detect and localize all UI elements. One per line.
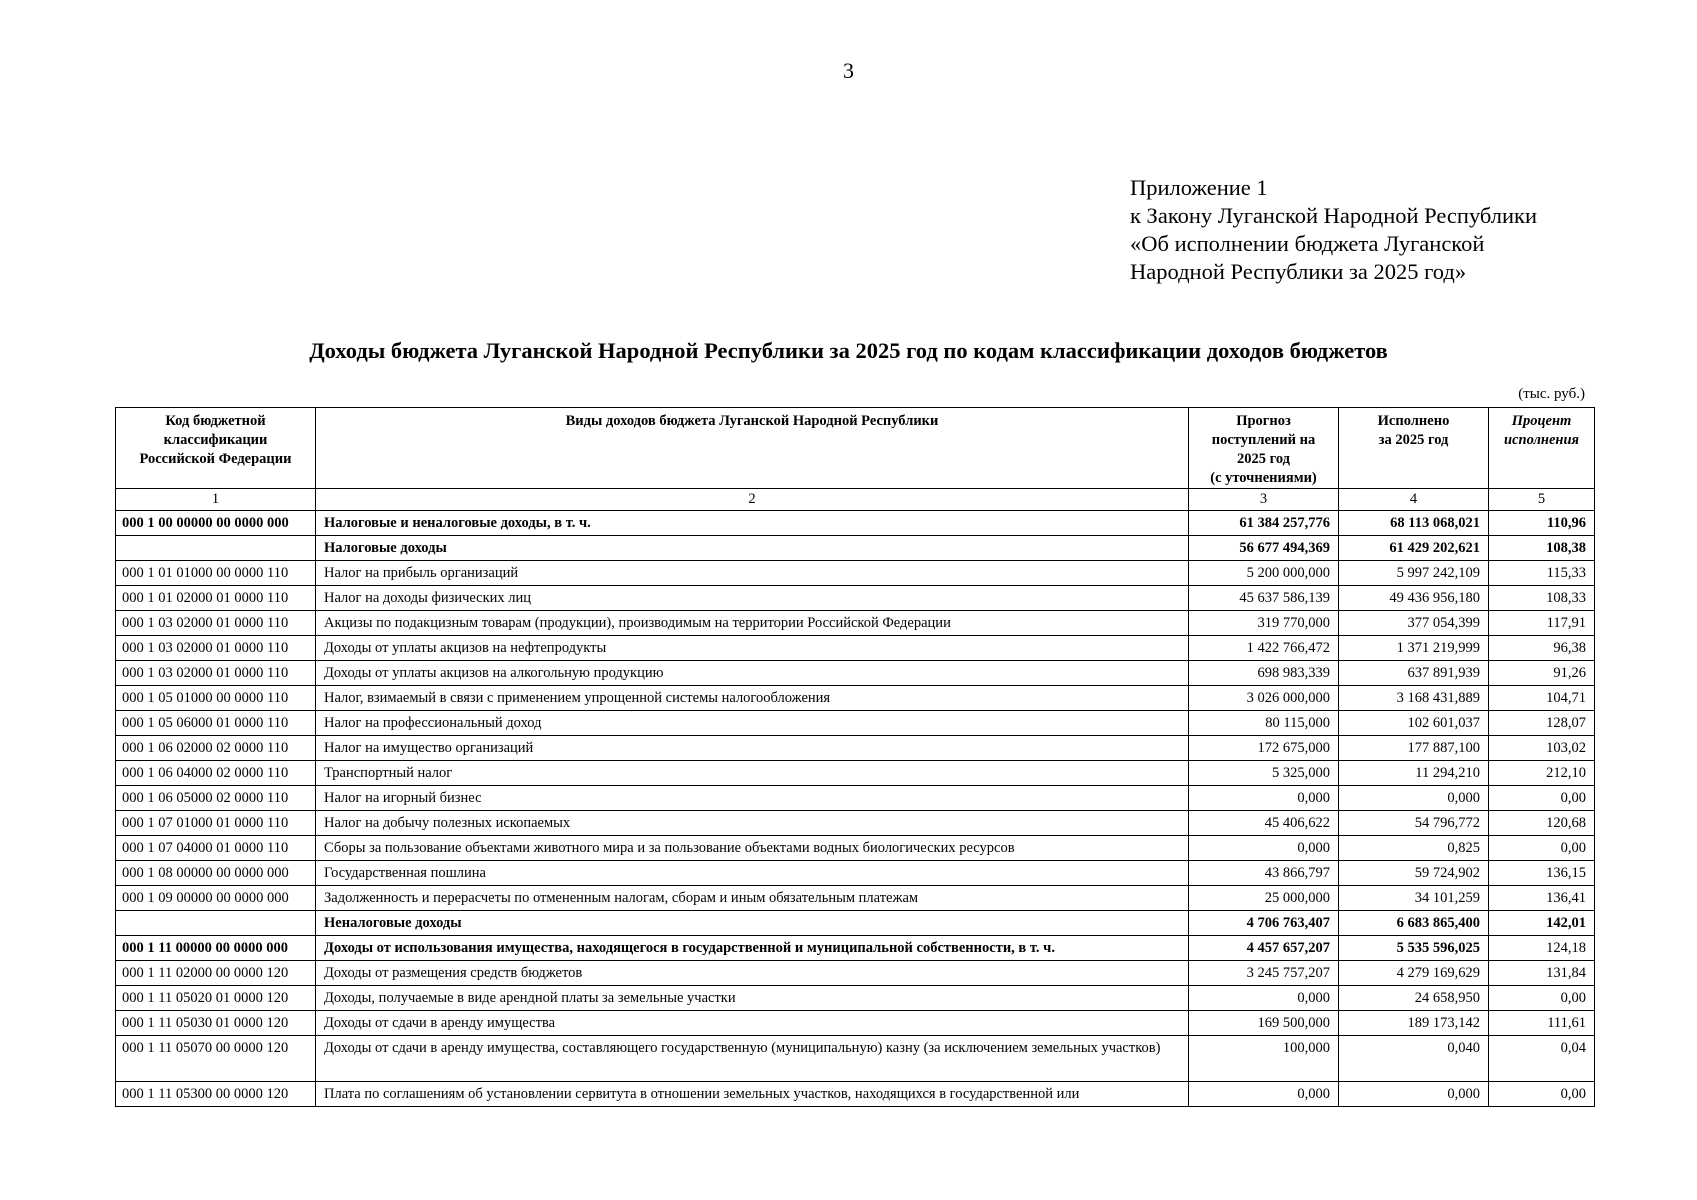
page-number: 3 [843, 58, 854, 83]
document-title: Доходы бюджета Луганской Народной Республики за 2025 год по кодам классификации доходов бюджетов [309, 338, 1388, 363]
code-cell: 000 1 11 05030 01 0000 120 [116, 1011, 316, 1036]
table-row [116, 761, 1595, 786]
forecast-cell: 80 115,000 [1189, 711, 1339, 736]
header-executed: Исполнено за 2025 год [1339, 408, 1489, 489]
forecast-cell: 1 422 766,472 [1189, 636, 1339, 661]
percent-cell: 0,00 [1489, 786, 1595, 811]
forecast-cell: 3 026 000,000 [1189, 686, 1339, 711]
percent-cell: 0,00 [1489, 836, 1595, 861]
code-cell: 000 1 03 02000 01 0000 110 [116, 661, 316, 686]
forecast-cell: 56 677 494,369 [1189, 536, 1339, 561]
percent-cell: 111,61 [1489, 1011, 1595, 1036]
forecast-cell: 5 325,000 [1189, 761, 1339, 786]
name-cell: Налог на добычу полезных ископаемых [316, 811, 1189, 836]
percent-cell: 0,04 [1489, 1036, 1595, 1082]
executed-cell: 6 683 865,400 [1339, 911, 1489, 936]
forecast-cell: 0,000 [1189, 836, 1339, 861]
code-cell: 000 1 05 06000 01 0000 110 [116, 711, 316, 736]
code-cell: 000 1 11 05070 00 0000 120 [116, 1036, 316, 1082]
table-row [116, 961, 1595, 986]
table-row [116, 986, 1595, 1011]
executed-cell: 24 658,950 [1339, 986, 1489, 1011]
table-row [116, 561, 1595, 586]
forecast-cell: 45 637 586,139 [1189, 586, 1339, 611]
executed-cell: 0,825 [1339, 836, 1489, 861]
percent-cell: 117,91 [1489, 611, 1595, 636]
forecast-cell: 4 457 657,207 [1189, 936, 1339, 961]
executed-cell: 5 535 596,025 [1339, 936, 1489, 961]
table-row [116, 586, 1595, 611]
code-cell [116, 536, 316, 561]
name-cell: Доходы от использования имущества, находящегося в государственной и муниципальной собственности, в т. ч. [316, 936, 1189, 961]
percent-cell: 128,07 [1489, 711, 1595, 736]
code-cell: 000 1 11 02000 00 0000 120 [116, 961, 316, 986]
appendix-line: Народной Республики за 2025 год» [1130, 259, 1467, 284]
name-cell: Налог на доходы физических лиц [316, 586, 1189, 611]
executed-cell: 177 887,100 [1339, 736, 1489, 761]
name-cell: Доходы от сдачи в аренду имущества, составляющего государственную (муниципальную) казну (за исключением земельных участков) [316, 1036, 1189, 1082]
code-cell [116, 911, 316, 936]
appendix-line: Приложение 1 [1130, 175, 1268, 200]
header-row [116, 408, 1595, 489]
percent-cell: 108,38 [1489, 536, 1595, 561]
percent-cell: 104,71 [1489, 686, 1595, 711]
forecast-cell: 3 245 757,207 [1189, 961, 1339, 986]
name-cell: Налог на имущество организаций [316, 736, 1189, 761]
executed-cell: 54 796,772 [1339, 811, 1489, 836]
forecast-cell: 172 675,000 [1189, 736, 1339, 761]
code-cell: 000 1 08 00000 00 0000 000 [116, 861, 316, 886]
executed-cell: 189 173,142 [1339, 1011, 1489, 1036]
name-cell: Неналоговые доходы [316, 911, 1189, 936]
executed-cell: 5 997 242,109 [1339, 561, 1489, 586]
header-code: Код бюджетной классификации Российской Федерации [116, 408, 316, 489]
percent-cell: 136,41 [1489, 886, 1595, 911]
column-number: 5 [1489, 489, 1595, 511]
executed-cell: 0,040 [1339, 1036, 1489, 1082]
code-cell: 000 1 09 00000 00 0000 000 [116, 886, 316, 911]
table-row [116, 786, 1595, 811]
executed-cell: 0,000 [1339, 1082, 1489, 1107]
column-number: 4 [1339, 489, 1489, 511]
table-row [116, 1011, 1595, 1036]
executed-cell: 0,000 [1339, 786, 1489, 811]
table-row [116, 861, 1595, 886]
executed-cell: 61 429 202,621 [1339, 536, 1489, 561]
percent-cell: 96,38 [1489, 636, 1595, 661]
executed-cell: 377 054,399 [1339, 611, 1489, 636]
executed-cell: 34 101,259 [1339, 886, 1489, 911]
name-cell: Задолженность и перерасчеты по отмененным налогам, сборам и иным обязательным платежам [316, 886, 1189, 911]
code-cell: 000 1 03 02000 01 0000 110 [116, 636, 316, 661]
table-row [116, 511, 1595, 536]
executed-cell: 11 294,210 [1339, 761, 1489, 786]
forecast-cell: 5 200 000,000 [1189, 561, 1339, 586]
forecast-cell: 45 406,622 [1189, 811, 1339, 836]
percent-cell: 212,10 [1489, 761, 1595, 786]
table-row [116, 811, 1595, 836]
percent-cell: 0,00 [1489, 986, 1595, 1011]
code-cell: 000 1 06 02000 02 0000 110 [116, 736, 316, 761]
executed-cell: 68 113 068,021 [1339, 511, 1489, 536]
header-forecast: Прогноз поступлений на 2025 год (с уточнениями) [1189, 408, 1339, 489]
table-row [116, 736, 1595, 761]
revenue-table [115, 407, 1595, 1107]
name-cell: Акцизы по подакцизным товарам (продукции), производимым на территории Российской Федерации [316, 611, 1189, 636]
table-row [116, 661, 1595, 686]
code-cell: 000 1 03 02000 01 0000 110 [116, 611, 316, 636]
table-row [116, 836, 1595, 861]
table-row [116, 611, 1595, 636]
forecast-cell: 43 866,797 [1189, 861, 1339, 886]
percent-cell: 108,33 [1489, 586, 1595, 611]
percent-cell: 0,00 [1489, 1082, 1595, 1107]
percent-cell: 142,01 [1489, 911, 1595, 936]
header-name: Виды доходов бюджета Луганской Народной Республики [316, 408, 1189, 489]
executed-cell: 59 724,902 [1339, 861, 1489, 886]
column-number: 3 [1189, 489, 1339, 511]
percent-cell: 136,15 [1489, 861, 1595, 886]
code-cell: 000 1 11 00000 00 0000 000 [116, 936, 316, 961]
forecast-cell: 25 000,000 [1189, 886, 1339, 911]
name-cell: Доходы от сдачи в аренду имущества [316, 1011, 1189, 1036]
name-cell: Сборы за пользование объектами животного мира и за пользование объектами водных биологических ресурсов [316, 836, 1189, 861]
name-cell: Налоговые доходы [316, 536, 1189, 561]
code-cell: 000 1 01 02000 01 0000 110 [116, 586, 316, 611]
code-cell: 000 1 05 01000 00 0000 110 [116, 686, 316, 711]
code-cell: 000 1 00 00000 00 0000 000 [116, 511, 316, 536]
forecast-cell: 698 983,339 [1189, 661, 1339, 686]
forecast-cell: 0,000 [1189, 786, 1339, 811]
column-number: 2 [316, 489, 1189, 511]
percent-cell: 124,18 [1489, 936, 1595, 961]
executed-cell: 637 891,939 [1339, 661, 1489, 686]
name-cell: Доходы, получаемые в виде арендной платы за земельные участки [316, 986, 1189, 1011]
table-row [116, 686, 1595, 711]
units-label: (тыс. руб.) [1518, 386, 1585, 402]
executed-cell: 102 601,037 [1339, 711, 1489, 736]
table-row [116, 1036, 1595, 1082]
name-cell: Налог, взимаемый в связи с применением упрощенной системы налогообложения [316, 686, 1189, 711]
code-cell: 000 1 06 05000 02 0000 110 [116, 786, 316, 811]
percent-cell: 131,84 [1489, 961, 1595, 986]
appendix-line: «Об исполнении бюджета Луганской [1130, 231, 1485, 256]
name-cell: Доходы от уплаты акцизов на алкогольную продукцию [316, 661, 1189, 686]
executed-cell: 4 279 169,629 [1339, 961, 1489, 986]
percent-cell: 103,02 [1489, 736, 1595, 761]
name-cell: Налог на игорный бизнес [316, 786, 1189, 811]
table-row [116, 711, 1595, 736]
name-cell: Плата по соглашениям об установлении сервитута в отношении земельных участков, находящихся в государственной или [316, 1082, 1189, 1107]
forecast-cell: 0,000 [1189, 1082, 1339, 1107]
column-number: 1 [116, 489, 316, 511]
code-cell: 000 1 11 05020 01 0000 120 [116, 986, 316, 1011]
code-cell: 000 1 07 04000 01 0000 110 [116, 836, 316, 861]
table-row [116, 536, 1595, 561]
name-cell: Доходы от уплаты акцизов на нефтепродукты [316, 636, 1189, 661]
name-cell: Доходы от размещения средств бюджетов [316, 961, 1189, 986]
appendix-line: к Закону Луганской Народной Республики [1130, 203, 1538, 228]
forecast-cell: 169 500,000 [1189, 1011, 1339, 1036]
table-row [116, 1082, 1595, 1107]
percent-cell: 115,33 [1489, 561, 1595, 586]
code-cell: 000 1 07 01000 01 0000 110 [116, 811, 316, 836]
table-row [116, 636, 1595, 661]
table-row [116, 936, 1595, 961]
forecast-cell: 319 770,000 [1189, 611, 1339, 636]
percent-cell: 91,26 [1489, 661, 1595, 686]
forecast-cell: 61 384 257,776 [1189, 511, 1339, 536]
name-cell: Транспортный налог [316, 761, 1189, 786]
code-cell: 000 1 11 05300 00 0000 120 [116, 1082, 316, 1107]
executed-cell: 49 436 956,180 [1339, 586, 1489, 611]
executed-cell: 3 168 431,889 [1339, 686, 1489, 711]
name-cell: Государственная пошлина [316, 861, 1189, 886]
table-row [116, 886, 1595, 911]
name-cell: Налог на профессиональный доход [316, 711, 1189, 736]
percent-cell: 120,68 [1489, 811, 1595, 836]
table-row [116, 911, 1595, 936]
name-cell: Налог на прибыль организаций [316, 561, 1189, 586]
percent-cell: 110,96 [1489, 511, 1595, 536]
code-cell: 000 1 01 01000 00 0000 110 [116, 561, 316, 586]
header-percent: Процент исполнения [1489, 408, 1595, 489]
column-number-row [116, 489, 1595, 511]
forecast-cell: 100,000 [1189, 1036, 1339, 1082]
appendix-note [1130, 174, 1650, 286]
executed-cell: 1 371 219,999 [1339, 636, 1489, 661]
name-cell: Налоговые и неналоговые доходы, в т. ч. [316, 511, 1189, 536]
forecast-cell: 4 706 763,407 [1189, 911, 1339, 936]
forecast-cell: 0,000 [1189, 986, 1339, 1011]
code-cell: 000 1 06 04000 02 0000 110 [116, 761, 316, 786]
